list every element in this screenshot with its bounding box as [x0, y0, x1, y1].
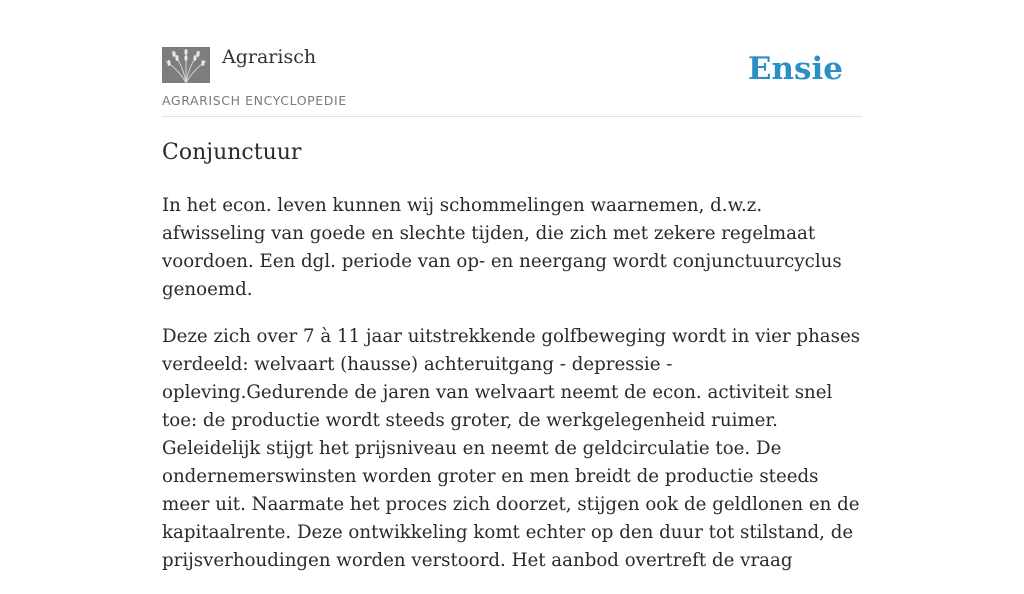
- page: [162, 0, 862, 571]
- brand-logo-link[interactable]: Ensie: [747, 51, 843, 87]
- site-name[interactable]: Agrarisch: [222, 46, 317, 68]
- wheat-icon[interactable]: [162, 47, 210, 83]
- paragraph: Deze zich over 7 à 11 jaar uitstrekkende golfbeweging wordt in vier phases verdeeld: welvaart (hausse) achteruitgang - depressie - opleving.Gedurende de jaren van welvaart neemt de econ. activiteit snel toe: de productie wordt steeds groter, de werkgelegenheid ruimer. Geleidelijk stijgt het prijsniveau en neemt de geldcirculatie toe. De ondernemerswinsten worden groter en men breidt de productie steeds meer uit. Naarmate het proces zich doorzet, stijgen ook de geldlonen en de kapitaalrente. Deze ontwikkeling komt echter op den duur tot stilstand, de prijsverhoudingen worden verstoord. Het aanbod overtreft de vraag: [162, 326, 861, 571]
- paragraph: In het econ. leven kunnen wij schommelingen waarnemen, d.w.z. afwisseling van goede en slechte tijden, die zich met zekere regelmaat voordoen. Een dgl. periode van op- en neergang wordt conjunctuurcyclus genoemd.: [162, 195, 842, 300]
- site-subtitle: AGRARISCH ENCYCLOPEDIE: [162, 93, 347, 108]
- article-title: Conjunctuur: [162, 140, 302, 165]
- article-body: [162, 192, 862, 594]
- header: [162, 0, 862, 117]
